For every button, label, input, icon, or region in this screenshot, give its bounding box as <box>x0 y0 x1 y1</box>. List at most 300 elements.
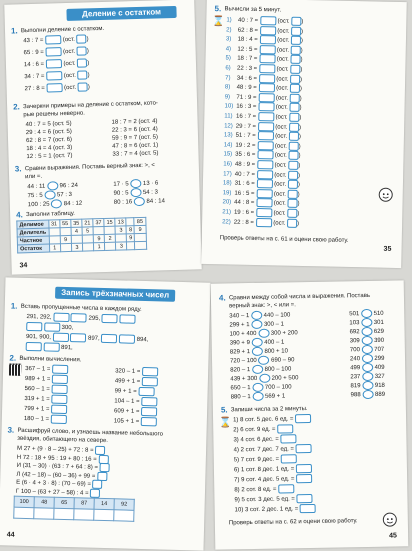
remainder-label: (ост. <box>63 60 76 68</box>
task-number-1: 1. <box>10 301 18 311</box>
answer-box[interactable] <box>260 26 276 35</box>
answer-box[interactable] <box>257 160 273 169</box>
expression-text: 62 : 8 = 7 (ост. 6) <box>26 136 73 145</box>
remainder-label: (ост. <box>64 84 77 92</box>
expression-text: 440 – 100 <box>263 312 291 319</box>
expression-text: 800 + 10 <box>264 348 289 355</box>
calc-row-left <box>24 404 67 414</box>
sequence-row-1: 291, 292, 295, <box>26 312 135 324</box>
page-number: 35 <box>383 245 392 253</box>
answer-box[interactable] <box>290 65 300 74</box>
answer-box[interactable] <box>256 218 272 227</box>
task-2-rows <box>6 277 211 282</box>
expression-text: 5) 7 сот. 9 дес. = <box>233 456 280 464</box>
table-cell: 15 <box>104 218 115 226</box>
number-write-row <box>233 414 311 424</box>
answer-box[interactable] <box>288 161 298 170</box>
table-row-head: Частное <box>17 236 49 245</box>
table-cell: 1 <box>93 242 104 250</box>
expression-text: 40 : 7 = 5 (ост. 5) <box>25 120 72 129</box>
table-cell: 55 <box>59 219 70 227</box>
answer-box[interactable] <box>256 189 272 198</box>
answer-box[interactable] <box>90 488 100 497</box>
compare-row-left <box>28 199 83 210</box>
division-row: 18) 31 : 6 = (ост. ) <box>222 180 300 189</box>
page-number: 34 <box>19 262 28 270</box>
check-text: Проверь ответы на с. 61 и оцени свою работу. <box>219 235 349 244</box>
answer-box[interactable] <box>258 93 274 102</box>
table-cell: 21 <box>82 219 93 227</box>
calc-row-left <box>24 414 67 424</box>
answer-box[interactable] <box>45 35 61 44</box>
table-cell[interactable] <box>82 243 93 251</box>
expression-text: 33 : 7 = 4 (ост. 5) <box>112 150 159 158</box>
answer-box[interactable] <box>77 46 87 55</box>
strip-number: 100 <box>14 496 34 508</box>
expression-text: 29 : 4 = 6 (ост. 5) <box>25 128 72 137</box>
smiley-icon <box>383 512 397 526</box>
answer-box[interactable] <box>257 141 273 150</box>
answer-box[interactable] <box>296 494 312 503</box>
task-3-text: Расшифруй слово, и узнаешь название небольшого <box>17 427 164 438</box>
calc-row-left <box>25 364 68 374</box>
expression-text: 75 : 5 <box>27 192 43 200</box>
answer-box[interactable] <box>260 16 276 25</box>
division-row: 14) 19 : 2 = (ост. ) <box>223 142 301 150</box>
number-write-row <box>234 474 312 484</box>
expression-text: М 27 + (9 · 8 – 25) + 72 : 8 = <box>16 445 94 454</box>
table-cell: 8 <box>126 226 134 234</box>
expression-text: 650 – 1 <box>230 385 251 392</box>
answer-box[interactable] <box>296 464 312 473</box>
answer-box[interactable] <box>289 141 299 150</box>
expression-text: 309 <box>349 338 360 345</box>
check-row-left[interactable] <box>26 152 72 161</box>
remainder-label: (ост. <box>274 152 287 160</box>
calc-row-left <box>24 394 67 404</box>
task-number-5: 5. <box>214 4 222 14</box>
compare-row-left <box>231 391 286 401</box>
answer-box[interactable] <box>52 365 68 374</box>
strip-letter-cell[interactable] <box>34 508 54 520</box>
answer-box[interactable] <box>295 414 311 423</box>
compare-circle[interactable] <box>361 345 372 354</box>
expression-text: 3) 4 сот. 6 дес. = <box>233 436 279 444</box>
remainder-label: (ост. <box>275 114 288 121</box>
expression-text: И (31 – 30) · (63 : 7 + 64 : 8) = <box>16 462 99 471</box>
answer-box[interactable] <box>256 198 272 207</box>
task-2-rows <box>4 0 194 5</box>
table-cell[interactable] <box>60 243 71 251</box>
compare-circle[interactable] <box>134 197 145 206</box>
number-write-row <box>234 444 312 454</box>
answer-box[interactable] <box>288 151 298 160</box>
expression-text: 29 : 7 = <box>235 123 257 130</box>
calc-row-right <box>115 366 158 376</box>
answer-box[interactable] <box>290 55 300 64</box>
expression-text: 390 + 9 <box>229 340 250 347</box>
answer-box[interactable] <box>290 93 300 102</box>
division-row: 14 : 6 = (ост. ) <box>24 58 90 69</box>
remainder-label: (ост. <box>273 200 286 208</box>
answer-box[interactable] <box>256 179 272 188</box>
compare-circle[interactable] <box>44 190 55 199</box>
remainder-label: (ост. <box>273 191 287 198</box>
answer-box[interactable] <box>300 504 316 513</box>
compare-circle[interactable] <box>361 327 372 336</box>
answer-box[interactable] <box>51 405 67 414</box>
division-row: 2) 62 : 8 = (ост. ) <box>226 27 304 35</box>
answer-box[interactable] <box>259 35 275 44</box>
expression-text: 200 + 500 <box>271 375 299 382</box>
expression-text: 22 : 8 = <box>233 219 255 226</box>
division-row: 10) 16 : 3 = (ост. ) <box>224 103 302 112</box>
calc-row-right <box>114 416 157 426</box>
answer-strip <box>13 496 135 522</box>
expression-text: 692 <box>349 329 360 336</box>
task-4-text-2: верный знак: >, < или =. <box>229 302 296 310</box>
answer-box[interactable] <box>287 209 297 218</box>
compare-circle[interactable] <box>130 179 141 188</box>
division-row: 17) 40 : 7 = (ост. ) <box>223 170 301 179</box>
remainder-label: (ост. <box>275 104 288 112</box>
strip-letter-cell[interactable] <box>54 508 74 520</box>
table-cell[interactable] <box>105 242 116 250</box>
row-number: 10) <box>224 103 234 110</box>
division-row: 27 : 8 = (ост. ) <box>24 82 90 93</box>
division-row: 7) 34 : 6 = (ост. ) <box>225 75 303 83</box>
strip-letter-cell[interactable] <box>114 510 134 522</box>
answer-box[interactable] <box>259 74 275 83</box>
compare-circle[interactable] <box>362 372 373 381</box>
division-row: 3) 18 : 4 = (ост. ) <box>225 36 303 45</box>
row-number: 9) <box>224 94 231 101</box>
table-cell: 4 <box>71 227 82 235</box>
page-34 <box>4 0 201 275</box>
task-number-4: 4. <box>218 293 226 303</box>
compare-circle[interactable] <box>252 392 263 401</box>
expression-text: 16 : 7 = <box>235 113 257 121</box>
answer-box[interactable] <box>259 64 275 73</box>
table-cell: 2 <box>104 234 115 242</box>
section-banner: Деление с остатком <box>66 6 176 21</box>
answer-box[interactable] <box>142 377 158 386</box>
table-cell: 37 <box>93 219 104 227</box>
number-write-row <box>233 434 296 444</box>
division-row: 43 : 7 = (ост. ) <box>23 34 89 45</box>
answer-box[interactable] <box>76 34 86 43</box>
expression-text: 510 <box>373 310 384 317</box>
answer-box[interactable] <box>141 417 157 426</box>
expression-text: 100 + 400 <box>229 330 257 338</box>
compare-circle[interactable] <box>258 329 269 338</box>
compare-circle[interactable] <box>252 383 263 392</box>
row-number: 6) <box>225 65 231 72</box>
table-cell: 5 <box>82 227 93 235</box>
expression-text: 299 <box>374 355 385 362</box>
expression-text: 18 : 7 = <box>237 56 258 63</box>
compare-circle[interactable] <box>252 365 263 374</box>
expression-text: 390 <box>374 337 385 344</box>
task-number-3: 3. <box>14 164 22 174</box>
answer-box[interactable] <box>52 375 68 384</box>
row-number: 14) <box>223 142 233 149</box>
task-5-text: Вычисли за 5 минут. <box>224 6 282 14</box>
task-3-text-2: или =. <box>25 173 43 181</box>
page-44 <box>0 277 210 550</box>
answer-box[interactable] <box>258 102 274 111</box>
task-3-text-2: звёздия, обитающего на севере. <box>17 435 109 445</box>
answer-box[interactable] <box>291 46 301 55</box>
answer-box[interactable] <box>290 84 300 93</box>
strip-number: 48 <box>34 497 54 509</box>
answer-box[interactable] <box>46 59 62 68</box>
expression-text: 829 + 1 <box>229 349 251 356</box>
answer-box[interactable] <box>258 122 274 131</box>
task-2-text: Зачеркни примеры на деление с остатком, кото- <box>23 100 158 111</box>
strip-letter-cell[interactable] <box>94 509 114 521</box>
compare-circle[interactable] <box>251 311 262 320</box>
answer-box[interactable] <box>51 385 67 394</box>
expression-text: 499 + 1 = <box>114 378 141 386</box>
table-cell: 9 <box>93 234 104 242</box>
calc-row-right <box>114 386 154 396</box>
row-number: 13) <box>223 132 233 139</box>
answer-box[interactable] <box>45 47 61 56</box>
answer-box[interactable] <box>259 45 275 54</box>
expression-text: 301 <box>373 319 384 326</box>
division-row: 5) 18 : 7 = (ост. ) <box>225 55 303 64</box>
task-3-rows <box>4 0 194 5</box>
expression-text: 18 : 4 = <box>237 36 258 44</box>
expression-text: 99 + 1 = <box>114 388 137 395</box>
answer-box[interactable] <box>277 424 293 433</box>
row-number: 1) <box>226 17 232 24</box>
calc-row-left <box>25 374 68 384</box>
page-number: 45 <box>389 532 397 540</box>
expression-text: 629 <box>373 328 384 335</box>
row-number: 2) <box>226 27 232 34</box>
expression-text: 84 : 12 <box>63 200 83 208</box>
answer-box[interactable] <box>288 189 298 198</box>
remainder-label: (ост. <box>275 95 289 102</box>
expression-text: 609 + 1 = <box>113 408 140 415</box>
row-number: 12) <box>224 122 233 130</box>
compare-circle[interactable] <box>362 354 373 363</box>
compare-circle[interactable] <box>252 338 263 347</box>
row-number: 3) <box>225 36 232 43</box>
division-row: 22) 22 : 8 = (ост. ) <box>222 218 300 227</box>
answer-box[interactable] <box>51 415 67 424</box>
number-write-row <box>234 484 294 494</box>
answer-box[interactable] <box>289 113 299 122</box>
table-cell[interactable] <box>135 241 146 249</box>
compare-circle[interactable] <box>362 381 373 390</box>
table-row-head: Делитель <box>17 228 49 237</box>
answer-box[interactable] <box>138 387 154 396</box>
expression-text: 299 + 1 <box>229 322 250 329</box>
expression-text: 62 : 8 = <box>237 27 259 34</box>
task-number-1: 1. <box>10 26 18 36</box>
expression-text: Л (42 – 18) – (60 – 36) + 99 = <box>16 471 96 480</box>
table-cell[interactable] <box>127 242 135 250</box>
answer-box[interactable] <box>77 58 87 67</box>
compare-circle[interactable] <box>258 356 269 365</box>
answer-box[interactable] <box>46 83 62 92</box>
answer-box[interactable] <box>296 444 312 453</box>
answer-box[interactable] <box>291 36 301 45</box>
expression-text: 320 – 1 = <box>115 368 141 376</box>
compare-circle[interactable] <box>361 336 372 345</box>
answer-box[interactable] <box>259 54 275 63</box>
expression-text: 16 : 5 = <box>234 190 255 197</box>
answer-box[interactable] <box>46 71 62 80</box>
division-row: 4) 12 : 5 = (ост. ) <box>225 46 303 54</box>
compare-circle[interactable] <box>361 318 372 327</box>
task-2-text-2: рые решены неверно. <box>23 110 85 119</box>
answer-box[interactable] <box>141 397 157 406</box>
strip-letter-cell[interactable] <box>14 507 34 519</box>
compare-circle[interactable] <box>259 374 270 383</box>
remainder-label: (ост. <box>62 36 75 44</box>
row-number: 8) <box>224 84 231 91</box>
expression-text: 819 <box>350 383 361 390</box>
expression-text: 18 : 7 = 2 (ост. 4) <box>111 118 158 126</box>
row-number: 18) <box>222 180 232 187</box>
compare-circle[interactable] <box>51 199 62 208</box>
expression-text: 340 – 1 <box>229 313 250 320</box>
expression-text: 35 : 6 = <box>235 152 256 159</box>
expression-text: 12 : 5 = <box>237 46 258 53</box>
table-cell[interactable] <box>126 218 134 226</box>
expression-text: 6) 1 сот. 8 дес. 1 ед. = <box>233 466 295 474</box>
table-cell: 3 <box>71 243 82 251</box>
expression-text: 40 : 7 = <box>234 171 256 178</box>
table-row-head: Делимое <box>17 220 49 229</box>
number-write-row <box>234 454 297 464</box>
remainder-label: (ост. <box>276 56 289 64</box>
expression-text: 367 – 1 = <box>25 365 51 373</box>
strip-letter-cell[interactable] <box>74 509 94 521</box>
answer-box[interactable] <box>77 70 87 79</box>
table-cell: 9 <box>60 235 71 243</box>
answer-box[interactable] <box>289 132 299 141</box>
calc-row-left <box>25 384 68 394</box>
task-4-rows <box>211 280 404 283</box>
answer-box[interactable] <box>258 83 274 92</box>
answer-box[interactable] <box>78 82 88 91</box>
answer-box[interactable] <box>281 454 297 463</box>
division-row: 20) 44 : 8 = (ост. ) <box>222 199 300 208</box>
compare-circle[interactable] <box>362 390 373 399</box>
task-2-text: Выполни вычисления. <box>19 355 82 364</box>
expression-text: 988 <box>350 392 361 399</box>
division-row: 34 : 7 = (ост. ) <box>24 70 90 81</box>
compare-circle[interactable] <box>251 320 262 329</box>
remainder-label: (ост. <box>277 37 290 44</box>
expression-text: 22 : 3 = 6 (ост. 4) <box>111 126 158 134</box>
check-row-right[interactable] <box>112 149 158 158</box>
hourglass-icon: ⌛ <box>219 417 232 429</box>
smiley-icon <box>379 188 393 202</box>
expression-text: 17 · 5 <box>113 181 129 188</box>
division-row: 12) 29 : 7 = (ост. ) <box>224 122 302 131</box>
row-number: 17) <box>223 170 232 178</box>
remainder-label: (ост. <box>274 181 287 188</box>
expression-text: 400 – 1 <box>264 339 285 346</box>
answer-box[interactable] <box>289 122 299 131</box>
compare-circle[interactable] <box>130 188 141 197</box>
expression-text: 80 : 16 <box>113 199 133 206</box>
row-number: 7) <box>225 75 231 82</box>
answer-box[interactable] <box>51 395 67 404</box>
expression-text: 889 <box>374 391 386 398</box>
answer-box[interactable] <box>288 170 298 179</box>
strip-number: 92 <box>114 499 134 511</box>
answer-box[interactable] <box>291 17 301 26</box>
division-row: 16) 48 : 9 = (ост. ) <box>223 161 301 170</box>
compare-circle[interactable] <box>361 309 372 318</box>
expression-text: 12 : 5 = 1 (ост. 7) <box>26 152 73 161</box>
answer-box[interactable] <box>141 407 157 416</box>
compare-circle[interactable] <box>362 363 373 372</box>
expression-text: 90 : 5 <box>113 190 129 197</box>
number-write-row <box>234 464 312 474</box>
answer-box[interactable] <box>280 434 296 443</box>
compare-circle[interactable] <box>47 181 58 190</box>
section-banner: Запись трёхзначных чисел <box>55 287 175 302</box>
table-cell: 1 <box>49 244 60 252</box>
answer-box[interactable] <box>287 218 297 227</box>
task-5-text: Запиши числа за 2 минуты. <box>230 406 308 414</box>
expression-text: 820 – 1 <box>230 367 251 374</box>
answer-box[interactable] <box>290 74 300 83</box>
answer-box[interactable] <box>257 131 273 140</box>
compare-circle[interactable] <box>252 347 263 356</box>
answer-box[interactable] <box>288 180 298 189</box>
answer-box[interactable] <box>296 474 312 483</box>
expression-text: 104 – 1 = <box>114 398 140 405</box>
row-number: 5) <box>225 55 231 62</box>
task-number-3: 3. <box>7 425 15 435</box>
expression-text: 690 – 90 <box>271 357 295 364</box>
row-number: 20) <box>222 199 232 206</box>
strip-number: 65 <box>54 497 74 509</box>
expression-text: 800 – 100 <box>264 366 292 373</box>
remainder-label: (ост. <box>63 48 76 56</box>
answer-box[interactable] <box>258 112 274 121</box>
expression-text: 501 <box>349 311 360 318</box>
answer-box[interactable] <box>256 208 272 217</box>
sequence-row-4: 891, <box>26 342 73 352</box>
answer-box[interactable] <box>142 367 158 376</box>
answer-box[interactable] <box>287 199 297 208</box>
answer-box[interactable] <box>257 150 273 159</box>
task-number-4: 4. <box>16 210 23 220</box>
answer-box[interactable] <box>278 484 294 493</box>
expression-text: 720 – 100 <box>230 357 257 365</box>
answer-box[interactable] <box>257 170 273 179</box>
remainder-label: (ост. <box>277 28 290 35</box>
answer-box[interactable] <box>289 103 299 112</box>
division-row: 21) 19 : 6 = (ост. ) <box>222 209 300 217</box>
table-cell: 9 <box>134 225 145 233</box>
answer-box[interactable] <box>291 26 301 35</box>
number-write-row <box>234 494 312 504</box>
division-row: 11) 16 : 7 = (ост. ) <box>224 113 302 122</box>
expression-text: 439 + 300 <box>230 375 258 383</box>
expression-text: 48 : 9 = <box>234 161 256 169</box>
